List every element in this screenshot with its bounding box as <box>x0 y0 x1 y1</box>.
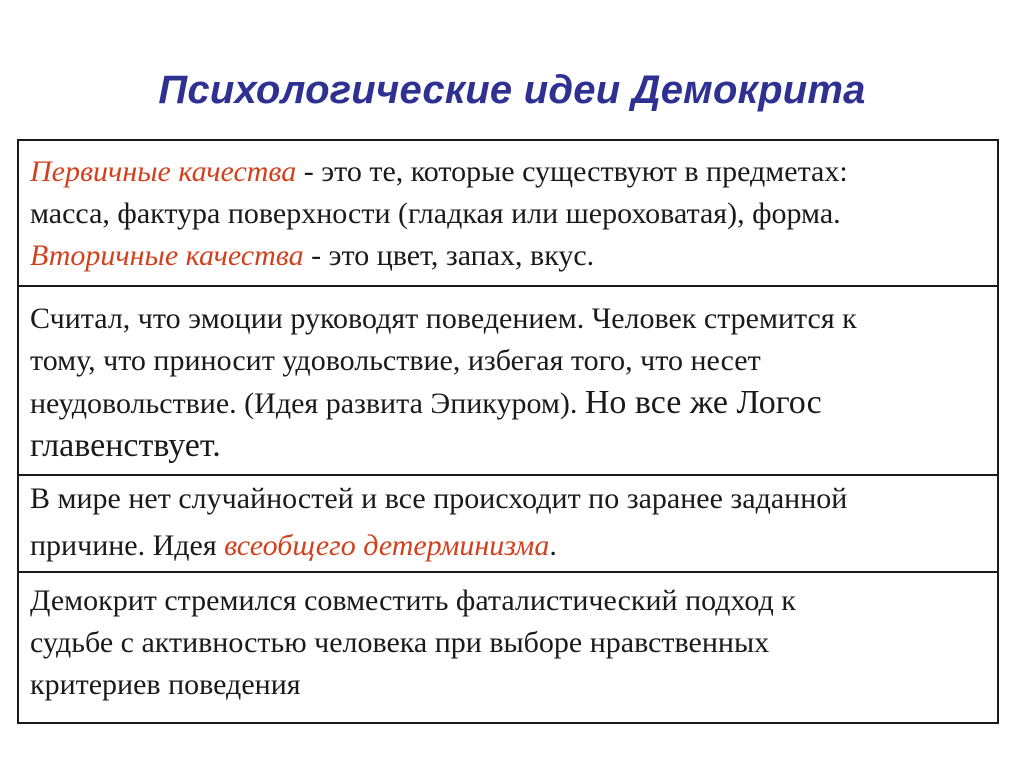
table-row-determinism <box>19 474 997 571</box>
table-row-emotions <box>19 285 997 474</box>
page-title: Психологические идеи Демокрита <box>158 68 866 112</box>
text-line <box>30 235 987 277</box>
table-row-primary-qualities <box>19 141 997 285</box>
emotions-line-4: главенствует. <box>30 427 221 464</box>
determinism-line-1: В мире нет случайностей и все происходит по заранее заданной <box>30 482 848 515</box>
determinism-line-2: причине. Идея <box>30 529 225 562</box>
text-line <box>30 525 987 567</box>
term-secondary-qualities: Вторичные качества <box>30 239 304 272</box>
fatalism-line-3: критериев поведения <box>30 668 301 701</box>
fatalism-line-1: Демокрит стремился совместить фаталистический подход к <box>30 584 796 617</box>
term-universal-determinism: всеобщего детерминизма <box>224 529 550 562</box>
primary-qualities-list: масса, фактура поверхности (гладкая или шероховатая), форма. <box>30 197 841 230</box>
term-primary-qualities: Первичные качества <box>30 155 297 188</box>
logos-statement: Но все же Логос <box>584 384 822 421</box>
fatalism-line-2: судьбе с активностью человека при выборе нравственных <box>30 626 770 659</box>
secondary-qualities-definition: - это цвет, запах, вкус. <box>303 239 595 272</box>
content-table <box>17 139 999 724</box>
primary-qualities-definition: - это те, которые существуют в предметах: <box>296 155 848 188</box>
table-row-fatalism <box>19 571 997 722</box>
text-line <box>30 151 987 193</box>
determinism-period: . <box>549 529 557 562</box>
text-line <box>30 382 987 425</box>
emotions-line-2: тому, что приносит удовольствие, избегая того, что несет <box>30 344 761 377</box>
emotions-line-1: Считал, что эмоции руководят поведением. Человек стремится к <box>30 302 857 335</box>
emotions-line-3: неудовольствие. (Идея развита Эпикуром). <box>30 387 585 420</box>
